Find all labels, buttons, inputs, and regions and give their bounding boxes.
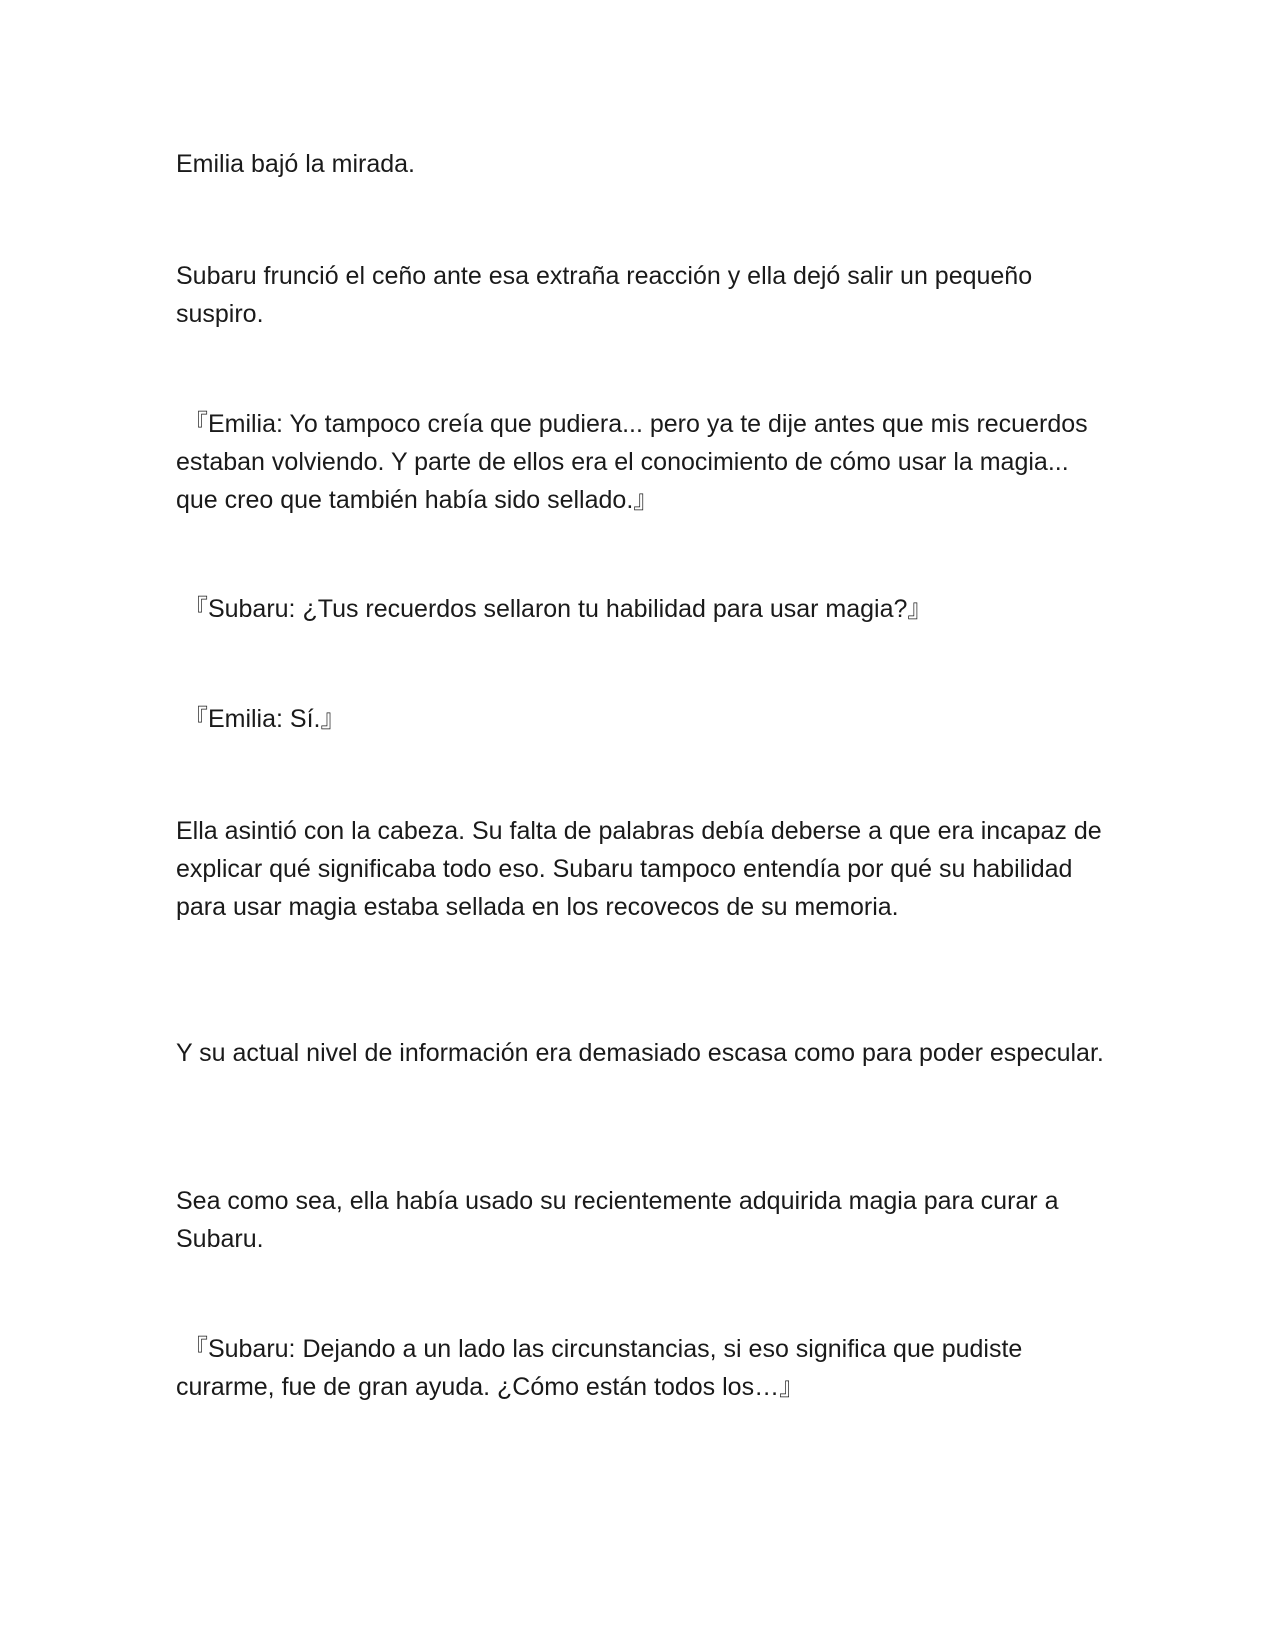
paragraph-8: Sea como sea, ella había usado su recientemente adquirida magia para curar a Subaru.: [176, 1187, 1059, 1253]
paragraph-1: Emilia bajó la mirada.: [176, 150, 415, 178]
paragraph-6: Ella asintió con la cabeza. Su falta de palabras debía deberse a que era incapaz de explicar qué significaba todo eso. Subaru tampoco entendía por qué su habilidad para usar magia estaba sellada en los recovecos de su memoria.: [176, 817, 1102, 921]
dialogue-subaru-1: 『Subaru: ¿Tus recuerdos sellaron tu habilidad para usar magia?』: [176, 595, 933, 623]
dialogue-subaru-2: 『Subaru: Dejando a un lado las circunstancias, si eso significa que pudiste curarme, fue de gran ayuda. ¿Cómo están todos los…』: [176, 1335, 1023, 1401]
paragraph-7: Y su actual nivel de información era demasiado escasa como para poder especular.: [176, 1039, 1104, 1067]
dialogue-emilia-2: 『Emilia: Sí.』: [176, 705, 346, 733]
paragraph-2: Subaru frunció el ceño ante esa extraña reacción y ella dejó salir un pequeño suspiro.: [176, 262, 1033, 328]
dialogue-emilia-1: 『Emilia: Yo tampoco creía que pudiera... pero ya te dije antes que mis recuerdos estaban volviendo. Y parte de ellos era el conocimiento de cómo usar la magia... que creo que también había sido sellado.』: [176, 410, 1088, 514]
